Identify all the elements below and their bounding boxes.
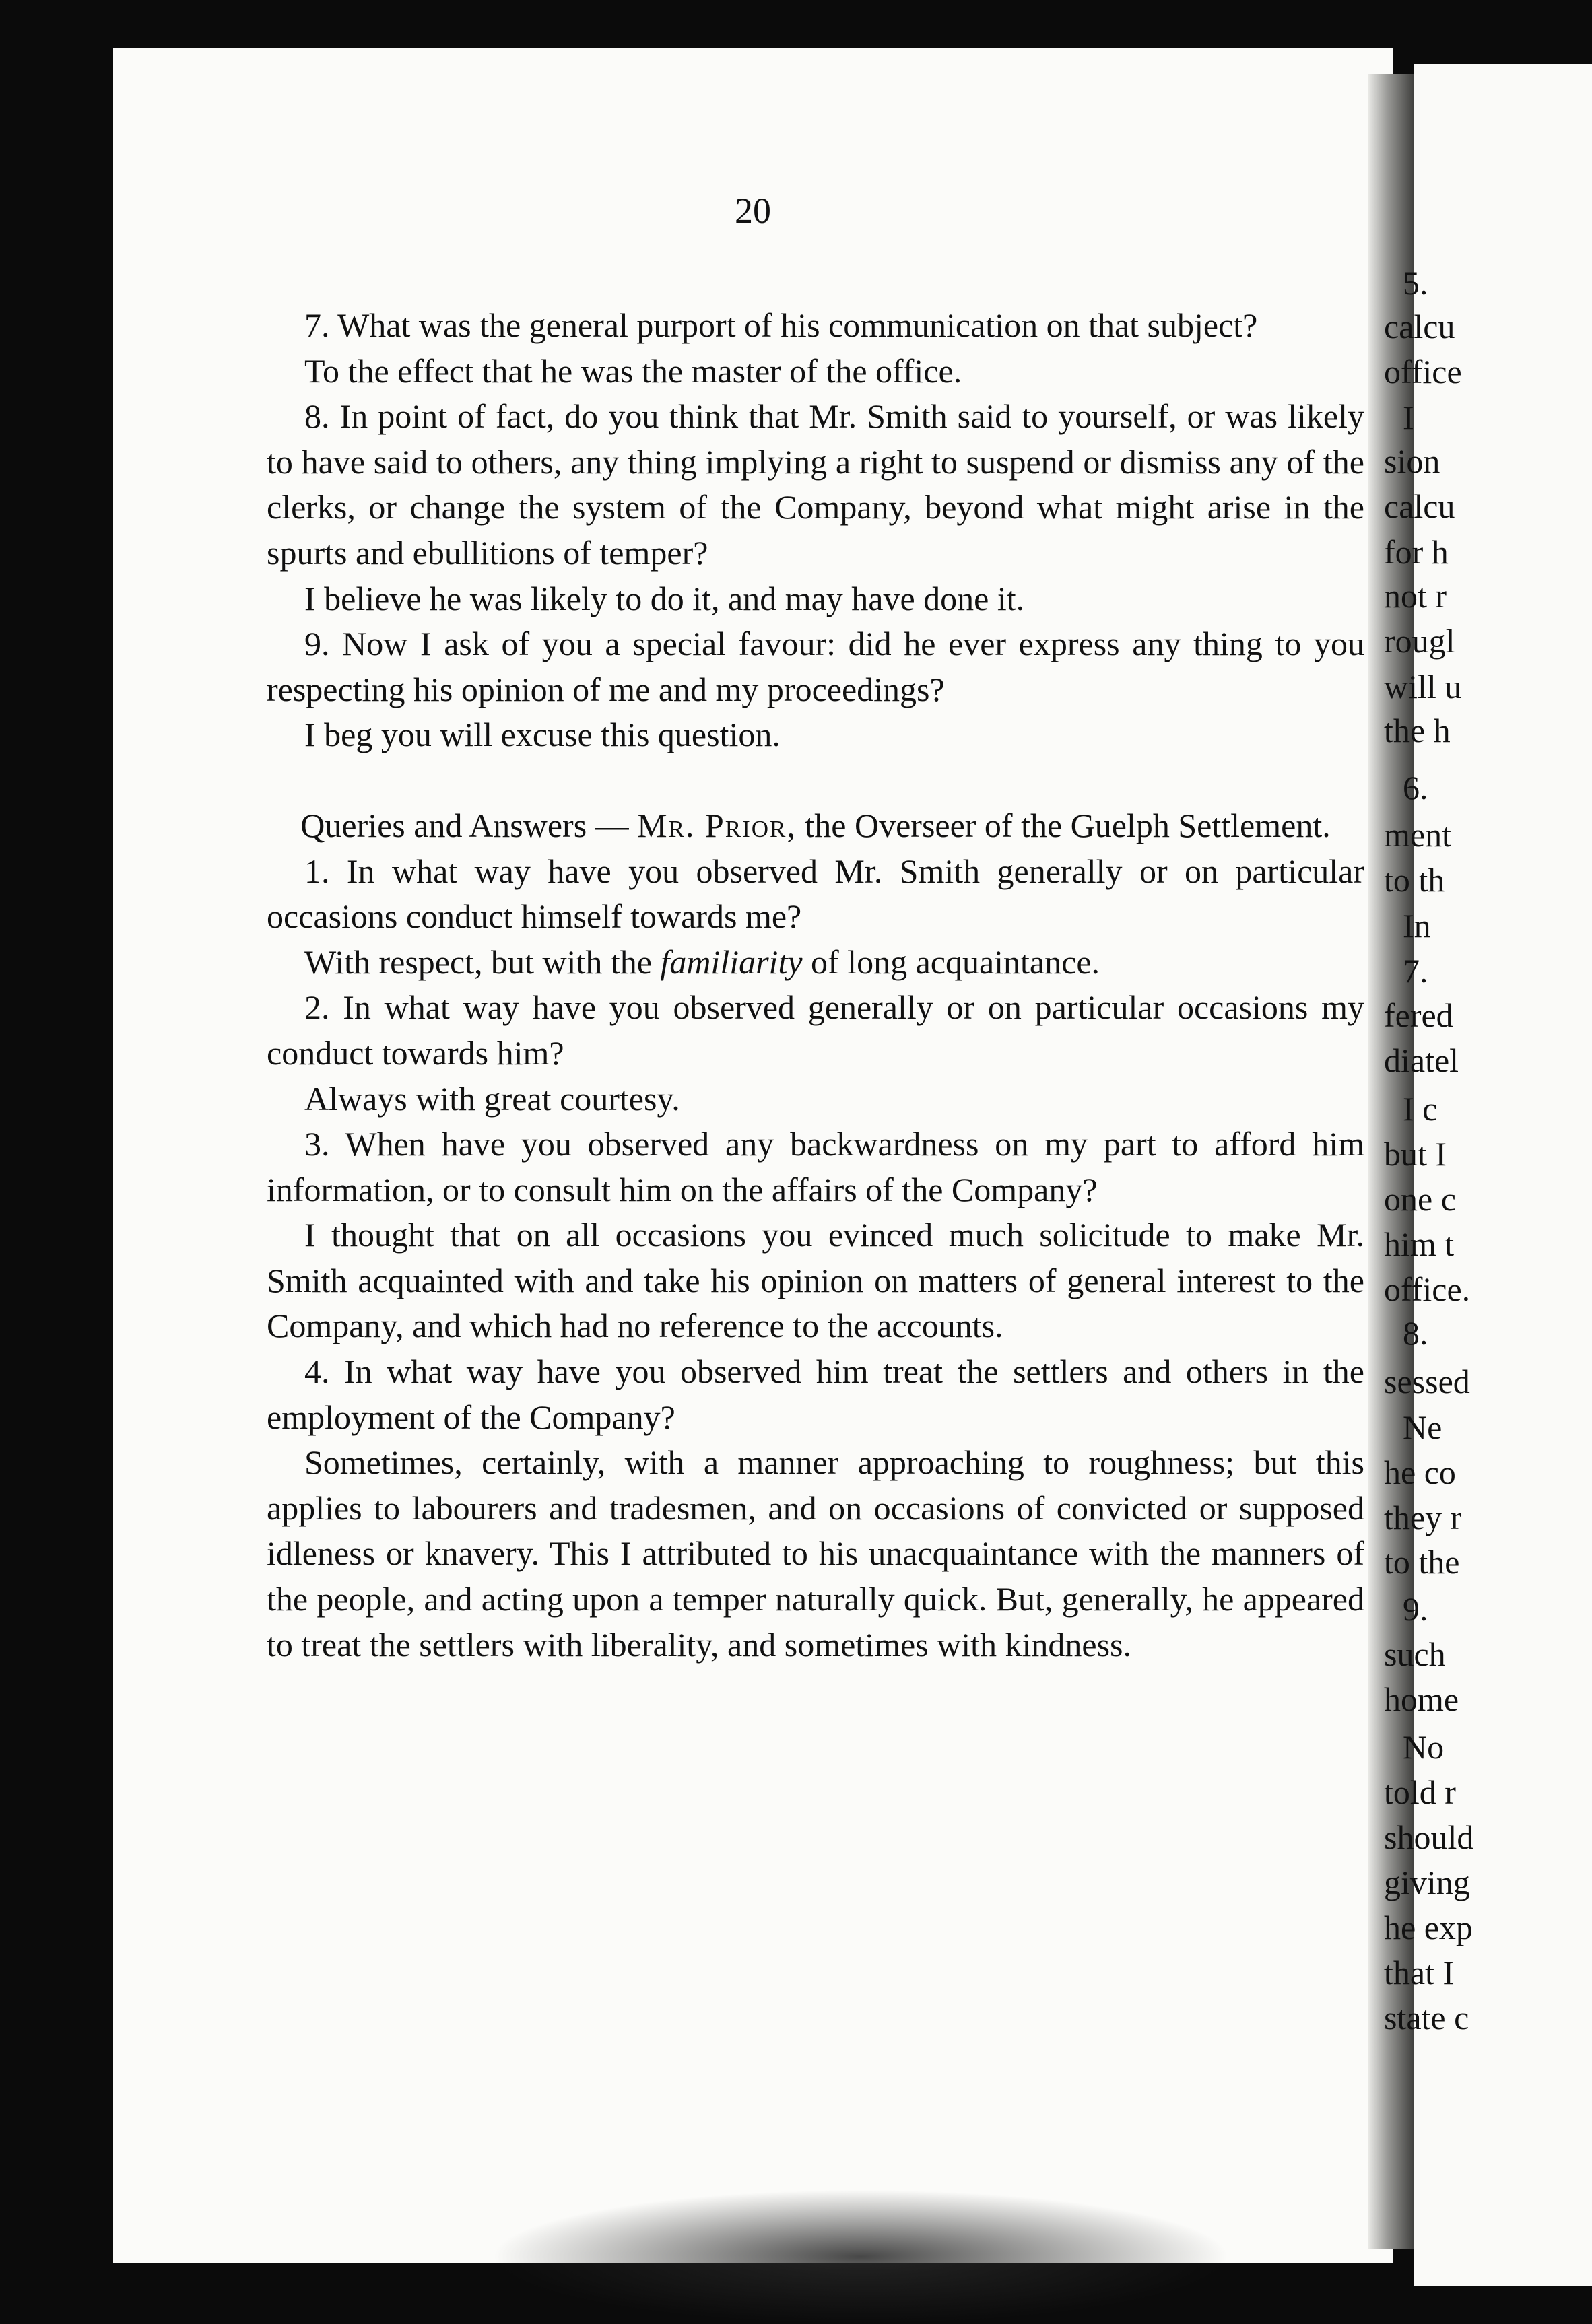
question-7: 7. What was the general purport of his communication on that subject? [304, 306, 1258, 344]
right-page-line: giving [1384, 1864, 1470, 1901]
reply-1-emphasis: familiarity [660, 943, 803, 981]
page-number: 20 [735, 191, 771, 231]
right-page-line: sessed [1384, 1363, 1470, 1400]
reply-1 [267, 940, 1364, 986]
right-page-line: ment [1384, 816, 1451, 854]
left-page [113, 48, 1393, 2263]
page-text [267, 303, 1364, 1668]
right-page-line: they r [1384, 1499, 1462, 1536]
page-shadow [490, 2189, 1231, 2324]
right-page-line: No [1403, 1728, 1445, 1766]
query-3: 3. When have you observed any backwardness on my part to afford him information, or to consult him on the affairs of the Company? [267, 1125, 1364, 1208]
right-page-line: but I [1384, 1135, 1447, 1173]
right-page-line: him t [1384, 1225, 1455, 1263]
answer-8: I believe he was likely to do it, and may have done it. [304, 579, 1025, 617]
right-page-line: calcu [1384, 487, 1455, 525]
query-2: 2. In what way have you observed generally or on particular occasions my conduct towards him? [267, 988, 1364, 1072]
right-page-line: should [1384, 1818, 1474, 1856]
right-page-line: office [1384, 353, 1462, 390]
right-page-line: such [1384, 1635, 1446, 1673]
right-page-line: 7. [1403, 952, 1428, 990]
right-page-line: rougl [1384, 622, 1455, 660]
right-page-line: that I [1384, 1954, 1455, 1991]
reply-4: Sometimes, certainly, with a manner approaching to roughness; but this applies to labourers and tradesmen, and on occasions of convicted or supposed idleness or knavery. This I attributed to his unacquaintance with the manners of the people, and acting upon a temper naturally quick. But, generally, he appeared to treat the settlers with liberality, and sometimes with kindness. [267, 1443, 1364, 1664]
right-page-line: will u [1384, 668, 1462, 706]
right-page-line: sion [1384, 442, 1440, 480]
query-4: 4. In what way have you observed him treat the settlers and others in the employment of the Company? [267, 1353, 1364, 1436]
right-page-line: fered [1384, 996, 1453, 1034]
right-page-line: 8. [1403, 1314, 1428, 1352]
right-page-line: diatel [1384, 1041, 1459, 1079]
right-page-line: Ne [1403, 1408, 1442, 1446]
question-9: 9. Now I ask of you a special favour: did he ever express any thing to you respecting his opinion of me and my proceedings? [267, 625, 1364, 708]
right-page-line: office. [1384, 1270, 1471, 1308]
right-page-line: one c [1384, 1180, 1456, 1218]
right-page-line: told r [1384, 1773, 1456, 1811]
right-page-line: he co [1384, 1454, 1456, 1491]
right-page-line: In [1403, 907, 1431, 945]
answer-7: To the effect that he was the master of the office. [304, 351, 962, 390]
right-page [1384, 64, 1592, 2286]
right-page-line: to the [1384, 1543, 1460, 1581]
heading-rest: the Overseer of the Guelph Settlement. [796, 806, 1331, 844]
right-page-line: for h [1384, 533, 1449, 571]
question-8: 8. In point of fact, do you think that Mr. Smith said to yourself, or was likely to have said to others, any thing implying a right to suspend or dismiss any of the clerks, or change the system of the Company, beyond what might arise in the spurts and ebullitions of temper? [267, 397, 1364, 572]
right-page-line: state c [1384, 1999, 1469, 2037]
heading-name: Mr. Prior, [637, 806, 797, 844]
query-1: 1. In what way have you observed Mr. Smith generally or on particular occasions conduct himself towards me? [267, 852, 1364, 936]
right-page-line: not r [1384, 577, 1447, 615]
reply-1-pre: With respect, but with the [304, 943, 661, 981]
right-page-line: 9. [1403, 1590, 1428, 1628]
right-page-line: home [1384, 1680, 1459, 1718]
reply-3: I thought that on all occasions you evinced much solicitude to make Mr. Smith acquainted with and take his opinion on matters of general interest to the Company, and which had no reference to the accounts. [267, 1216, 1364, 1345]
section-heading [267, 803, 1364, 849]
reply-1-post: of long acquaintance. [802, 943, 1100, 981]
right-page-line: 5. [1403, 264, 1428, 302]
right-page-line: I c [1403, 1090, 1438, 1128]
right-page-line: the h [1384, 712, 1451, 749]
right-page-line: I [1403, 399, 1414, 436]
right-page-line: he exp [1384, 1909, 1473, 1946]
section-gap [267, 758, 1364, 803]
right-page-line: to th [1384, 861, 1445, 899]
heading-lead: Queries and Answers — [300, 806, 638, 844]
answer-9: I beg you will excuse this question. [304, 716, 781, 754]
reply-2: Always with great courtesy. [304, 1079, 680, 1118]
right-page-line: 6. [1403, 769, 1428, 807]
right-page-line: calcu [1384, 308, 1455, 345]
